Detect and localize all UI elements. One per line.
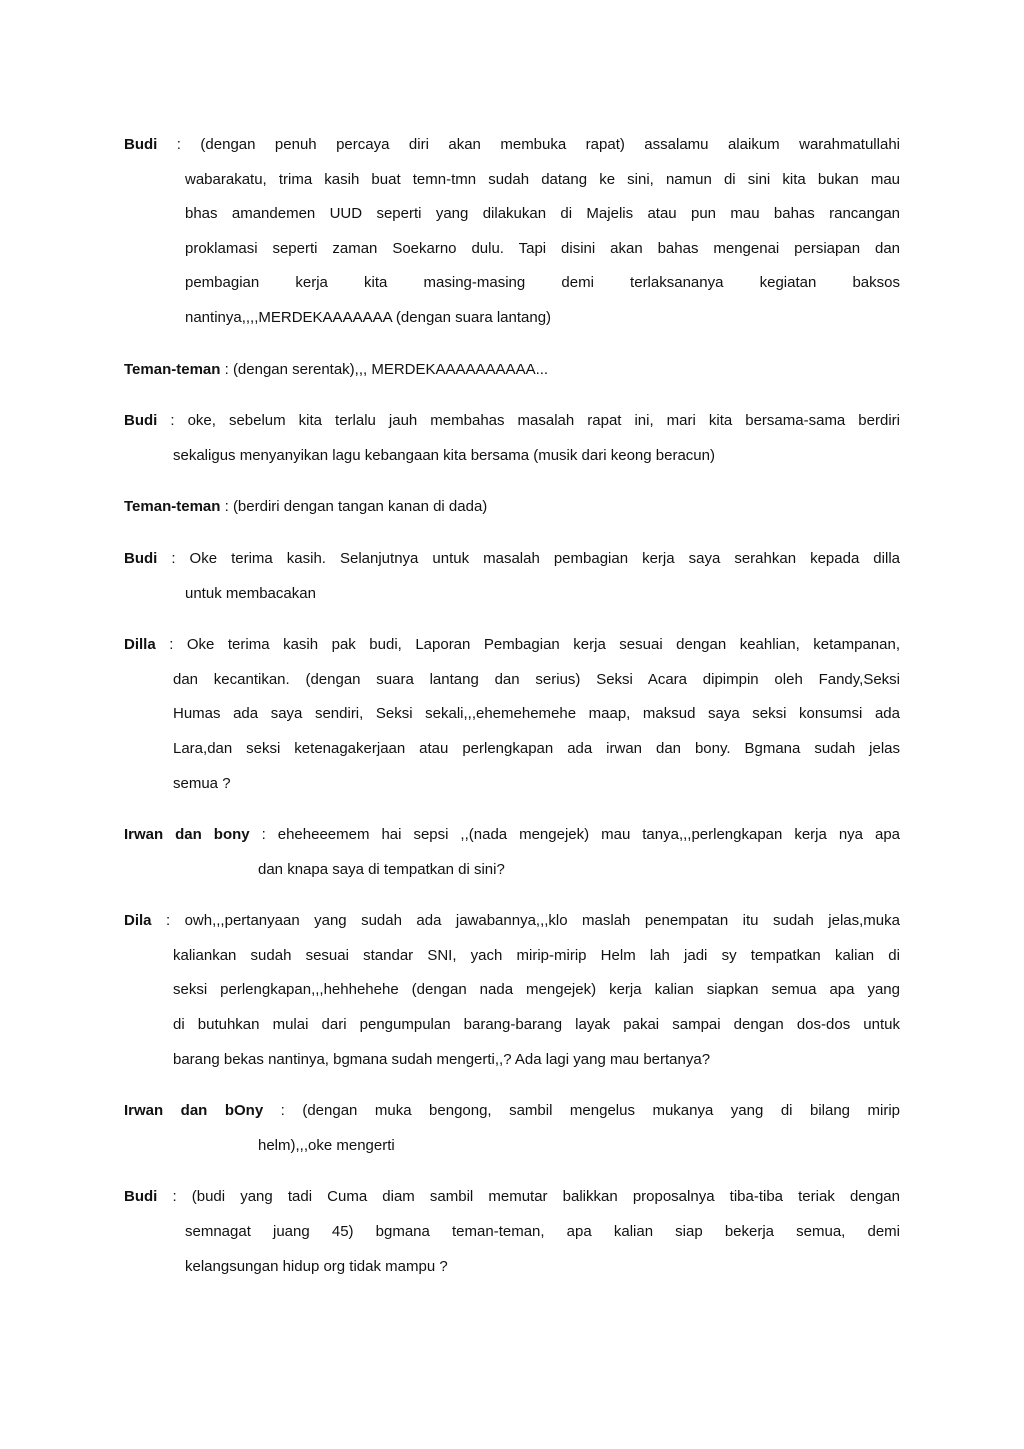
- speaker-name: Budi: [124, 549, 158, 567]
- dialogue-line: di butuhkan mulai dari pengumpulan barang-barang layak pakai sampai dengan dos-dos untuk: [173, 1016, 900, 1034]
- dialogue-first-line: [124, 404, 900, 439]
- separator: :: [220, 360, 233, 378]
- separator: :: [220, 498, 233, 516]
- dialogue-text: (berdiri dengan tangan kanan di dada): [232, 498, 488, 516]
- dialogue-first-line: [124, 904, 900, 939]
- dialogue-line: helm),,,oke mengerti: [258, 1136, 395, 1154]
- dialogue-text: Oke terima kasih. Selanjutnya untuk masalah pembagian kerja saya serahkan kepada dilla: [189, 549, 900, 567]
- dialogue-entry: [124, 628, 900, 801]
- separator: :: [263, 1102, 303, 1120]
- dialogue-line: pembagian kerja kita masing-masing demi terlaksananya kegiatan baksos: [185, 274, 900, 292]
- document-page: [124, 113, 900, 1301]
- dialogue-entry: [124, 542, 900, 611]
- dialogue-text: oke, sebelum kita terlalu jauh membahas masalah rapat ini, mari kita bersama-sama berdiri: [187, 412, 900, 430]
- dialogue-line: kaliankan sudah sesuai standar SNI, yach mirip-mirip Helm lah jadi sy tempatkan kalian di: [173, 946, 900, 964]
- dialogue-first-line: [124, 542, 900, 577]
- speaker-name: Budi: [124, 136, 158, 153]
- dialogue-line: kelangsungan hidup org tidak mampu ?: [185, 1257, 448, 1275]
- speaker-name: Dila: [124, 912, 152, 930]
- dialogue-line: dan knapa saya di tempatkan di sini?: [258, 860, 505, 878]
- dialogue-line: barang bekas nantinya, bgmana sudah mengerti,,? Ada lagi yang mau bertanya?: [173, 1050, 711, 1068]
- dialogue-line: bhas amandemen UUD seperti yang dilakukan di Majelis atau pun mau bahas rancangan: [185, 205, 900, 223]
- speaker-name: Irwan dan bony: [124, 826, 250, 844]
- dialogue-entry: [124, 904, 900, 1077]
- speaker-name: Budi: [124, 412, 158, 430]
- dialogue-first-line: [124, 490, 900, 525]
- dialogue-entry: [124, 1180, 900, 1284]
- dialogue-first-line: [124, 1094, 900, 1129]
- dialogue-text: eheheeemem hai sepsi ,,(nada mengejek) mau tanya,,,perlengkapan kerja nya apa: [277, 826, 900, 844]
- dialogue-first-line: [124, 818, 900, 853]
- separator: :: [157, 136, 201, 153]
- dialogue-first-line: [124, 128, 900, 163]
- dialogue-entry: [124, 818, 900, 887]
- dialogue-line: dan kecantikan. (dengan suara lantang dan serius) Seksi Acara dipimpin oleh Fandy,Seksi: [173, 670, 900, 688]
- dialogue-line: sekaligus menyanyikan lagu kebangaan kita bersama (musik dari keong beracun): [173, 446, 715, 464]
- separator: :: [249, 826, 278, 844]
- dialogue-text: (dengan muka bengong, sambil mengelus mukanya yang di bilang mirip: [302, 1102, 901, 1120]
- separator: :: [155, 636, 187, 654]
- dialogue-entry: [124, 1094, 900, 1163]
- separator: :: [157, 1188, 192, 1206]
- dialogue-line: Lara,dan seksi ketenagakerjaan atau perlengkapan ada irwan dan bony. Bgmana sudah jelas: [173, 739, 900, 757]
- dialogue-line: Humas ada saya sendiri, Seksi sekali,,,ehemehemehe maap, maksud saya seksi konsumsi ada: [173, 705, 900, 723]
- dialogue-line: semnagat juang 45) bgmana teman-teman, apa kalian siap bekerja semua, demi: [185, 1223, 900, 1241]
- speaker-name: Dilla: [124, 636, 156, 654]
- dialogue-line: untuk membacakan: [185, 584, 316, 602]
- dialogue-text: Oke terima kasih pak budi, Laporan Pembagian kerja sesuai dengan keahlian, ketampanan,: [186, 636, 900, 654]
- dialogue-line: seksi perlengkapan,,,hehhehehe (dengan nada mengejek) kerja kalian siapkan semua apa yang: [173, 981, 900, 999]
- dialogue-entry: [124, 128, 900, 336]
- dialogue-entry: [124, 353, 900, 388]
- dialogue-line: proklamasi seperti zaman Soekarno dulu. Tapi disini akan bahas mengenai persiapan dan: [185, 239, 900, 257]
- dialogue-text: (budi yang tadi Cuma diam sambil memutar balikkan proposalnya tiba-tiba teriak dengan: [191, 1188, 900, 1206]
- dialogue-entry: [124, 404, 900, 473]
- speaker-name: Irwan dan bOny: [124, 1102, 264, 1120]
- dialogue-first-line: [124, 353, 900, 388]
- dialogue-text: (dengan serentak),,, MERDEKAAAAAAAAAA...: [232, 360, 549, 378]
- speaker-name: Teman-teman: [124, 360, 221, 378]
- speaker-name: Teman-teman: [124, 498, 221, 516]
- dialogue-first-line: [124, 628, 900, 663]
- dialogue-entry: [124, 490, 900, 525]
- separator: :: [157, 412, 188, 430]
- dialogue-line: nantinya,,,,MERDEKAAAAAAA (dengan suara lantang): [185, 308, 552, 326]
- separator: :: [151, 912, 185, 930]
- dialogue-line: wabarakatu, trima kasih buat temn-tmn sudah datang ke sini, namun di sini kita bukan mau: [185, 170, 900, 188]
- separator: :: [157, 549, 190, 567]
- dialogue-text: (dengan penuh percaya diri akan membuka rapat) assalamu alaikum warahmatullahi: [200, 136, 900, 153]
- dialogue-text: owh,,,pertanyaan yang sudah ada jawabannya,,,klo maslah penempatan itu sudah jelas,muka: [184, 912, 900, 930]
- speaker-name: Budi: [124, 1188, 158, 1206]
- dialogue-line: semua ?: [173, 774, 231, 792]
- dialogue-first-line: [124, 1180, 900, 1215]
